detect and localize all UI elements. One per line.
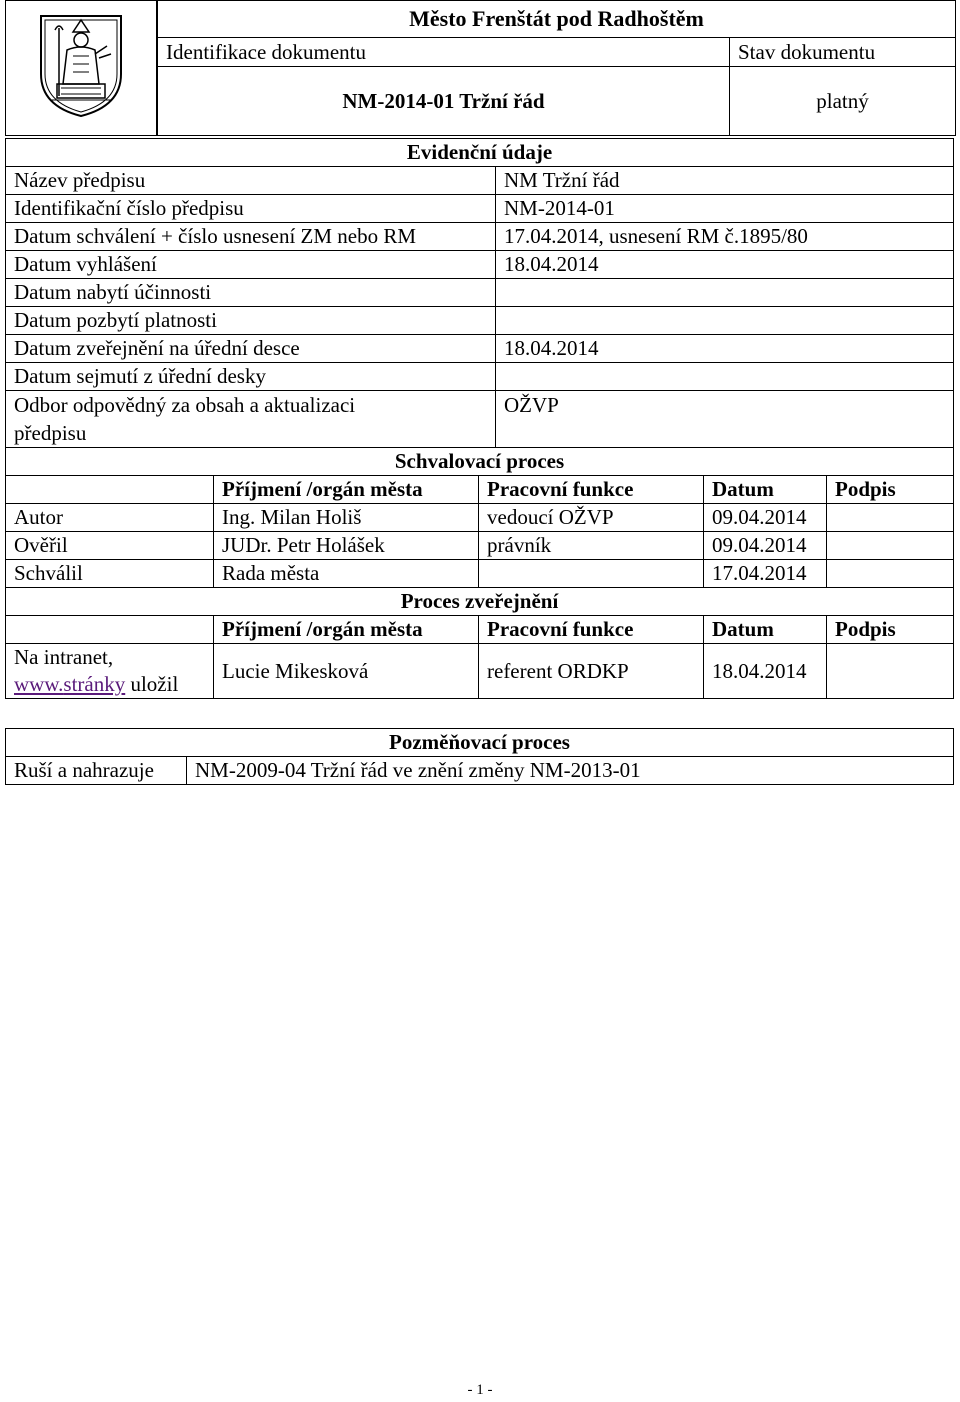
approval-title: Schvalovací proces <box>6 448 954 476</box>
evidence-row <box>6 363 954 391</box>
publication-header-sign: Podpis <box>827 616 954 644</box>
evidence-row <box>6 279 954 307</box>
publication-header-row <box>6 616 954 644</box>
publication-header-function: Pracovní funkce <box>479 616 704 644</box>
city-coat-of-arms-icon <box>33 10 129 120</box>
evidence-value: 17.04.2014, usnesení RM č.1895/80 <box>496 223 954 251</box>
evidence-label-line1: Odbor odpovědný za obsah a aktualizaci <box>14 393 356 417</box>
intranet-link-text: stránky <box>63 672 126 696</box>
change-value: NM-2009-04 Tržní řád ve znění změny NM-2013-01 <box>187 757 954 785</box>
evidence-table <box>5 138 954 448</box>
approval-header-sign: Podpis <box>827 476 954 504</box>
evidence-label: Datum schválení + číslo usnesení ZM nebo RM <box>6 223 496 251</box>
approval-header-empty <box>6 476 214 504</box>
evidence-value: NM-2014-01 <box>496 195 954 223</box>
approval-date: 17.04.2014 <box>704 560 827 588</box>
publication-function: referent ORDKP <box>479 644 704 699</box>
publication-date: 18.04.2014 <box>704 644 827 699</box>
city-name: Město Frenštát pod Radhoštěm <box>157 1 956 38</box>
publication-role-tail: uložil <box>125 672 179 696</box>
publication-header-name: Příjmení /orgán města <box>214 616 479 644</box>
approval-function: právník <box>479 532 704 560</box>
evidence-row <box>6 335 954 363</box>
intranet-link[interactable] <box>14 672 125 696</box>
table-row <box>6 757 954 785</box>
evidence-row <box>6 167 954 195</box>
table-row <box>6 532 954 560</box>
evidence-value <box>496 363 954 391</box>
approval-name: JUDr. Petr Holášek <box>214 532 479 560</box>
approval-date: 09.04.2014 <box>704 532 827 560</box>
evidence-row <box>6 307 954 335</box>
header-table <box>5 0 956 136</box>
approval-function: vedoucí OŽVP <box>479 504 704 532</box>
approval-sign <box>827 532 954 560</box>
publication-role <box>6 644 214 699</box>
table-row <box>6 644 954 699</box>
evidence-value: OŽVP <box>496 391 954 448</box>
approval-header-name: Příjmení /orgán města <box>214 476 479 504</box>
evidence-row <box>6 195 954 223</box>
evidence-label: Název předpisu <box>6 167 496 195</box>
publication-header-date: Datum <box>704 616 827 644</box>
evidence-label: Datum vyhlášení <box>6 251 496 279</box>
document-state: platný <box>730 67 956 136</box>
approval-header-function: Pracovní funkce <box>479 476 704 504</box>
evidence-value: NM Tržní řád <box>496 167 954 195</box>
approval-header-date: Datum <box>704 476 827 504</box>
approval-table <box>5 447 954 699</box>
approval-name: Ing. Milan Holiš <box>214 504 479 532</box>
publication-sign <box>827 644 954 699</box>
publication-title: Proces zveřejnění <box>6 588 954 616</box>
approval-sign <box>827 560 954 588</box>
evidence-label: Datum zveřejnění na úřední desce <box>6 335 496 363</box>
change-table <box>5 728 954 785</box>
evidence-row <box>6 391 954 448</box>
document-state-label: Stav dokumentu <box>730 38 956 67</box>
approval-sign <box>827 504 954 532</box>
change-title: Pozměňovací proces <box>6 729 954 757</box>
evidence-label: Identifikační číslo předpisu <box>6 195 496 223</box>
table-row <box>6 504 954 532</box>
evidence-label: Datum pozbytí platnosti <box>6 307 496 335</box>
evidence-label <box>6 391 496 448</box>
evidence-value: 18.04.2014 <box>496 251 954 279</box>
evidence-row <box>6 223 954 251</box>
approval-date: 09.04.2014 <box>704 504 827 532</box>
evidence-value <box>496 279 954 307</box>
evidence-row <box>6 251 954 279</box>
approval-header-row <box>6 476 954 504</box>
document-id: NM-2014-01 Tržní řád <box>157 67 730 136</box>
publication-role-line1: Na intranet, <box>14 645 114 669</box>
publication-name: Lucie Mikesková <box>214 644 479 699</box>
approval-function <box>479 560 704 588</box>
evidence-title: Evidenční údaje <box>6 139 954 167</box>
evidence-value <box>496 307 954 335</box>
approval-role: Schválil <box>6 560 214 588</box>
approval-role: Ověřil <box>6 532 214 560</box>
evidence-label-line2: předpisu <box>14 421 87 445</box>
intranet-link-prefix: www. <box>14 672 64 696</box>
evidence-label: Datum sejmutí z úřední desky <box>6 363 496 391</box>
evidence-label: Datum nabytí účinnosti <box>6 279 496 307</box>
table-row <box>6 560 954 588</box>
evidence-value: 18.04.2014 <box>496 335 954 363</box>
approval-role: Autor <box>6 504 214 532</box>
approval-name: Rada města <box>214 560 479 588</box>
change-label: Ruší a nahrazuje <box>6 757 187 785</box>
page-number: - 1 - <box>467 1382 493 1398</box>
city-logo <box>6 1 158 136</box>
document-id-label: Identifikace dokumentu <box>157 38 730 67</box>
publication-header-empty <box>6 616 214 644</box>
